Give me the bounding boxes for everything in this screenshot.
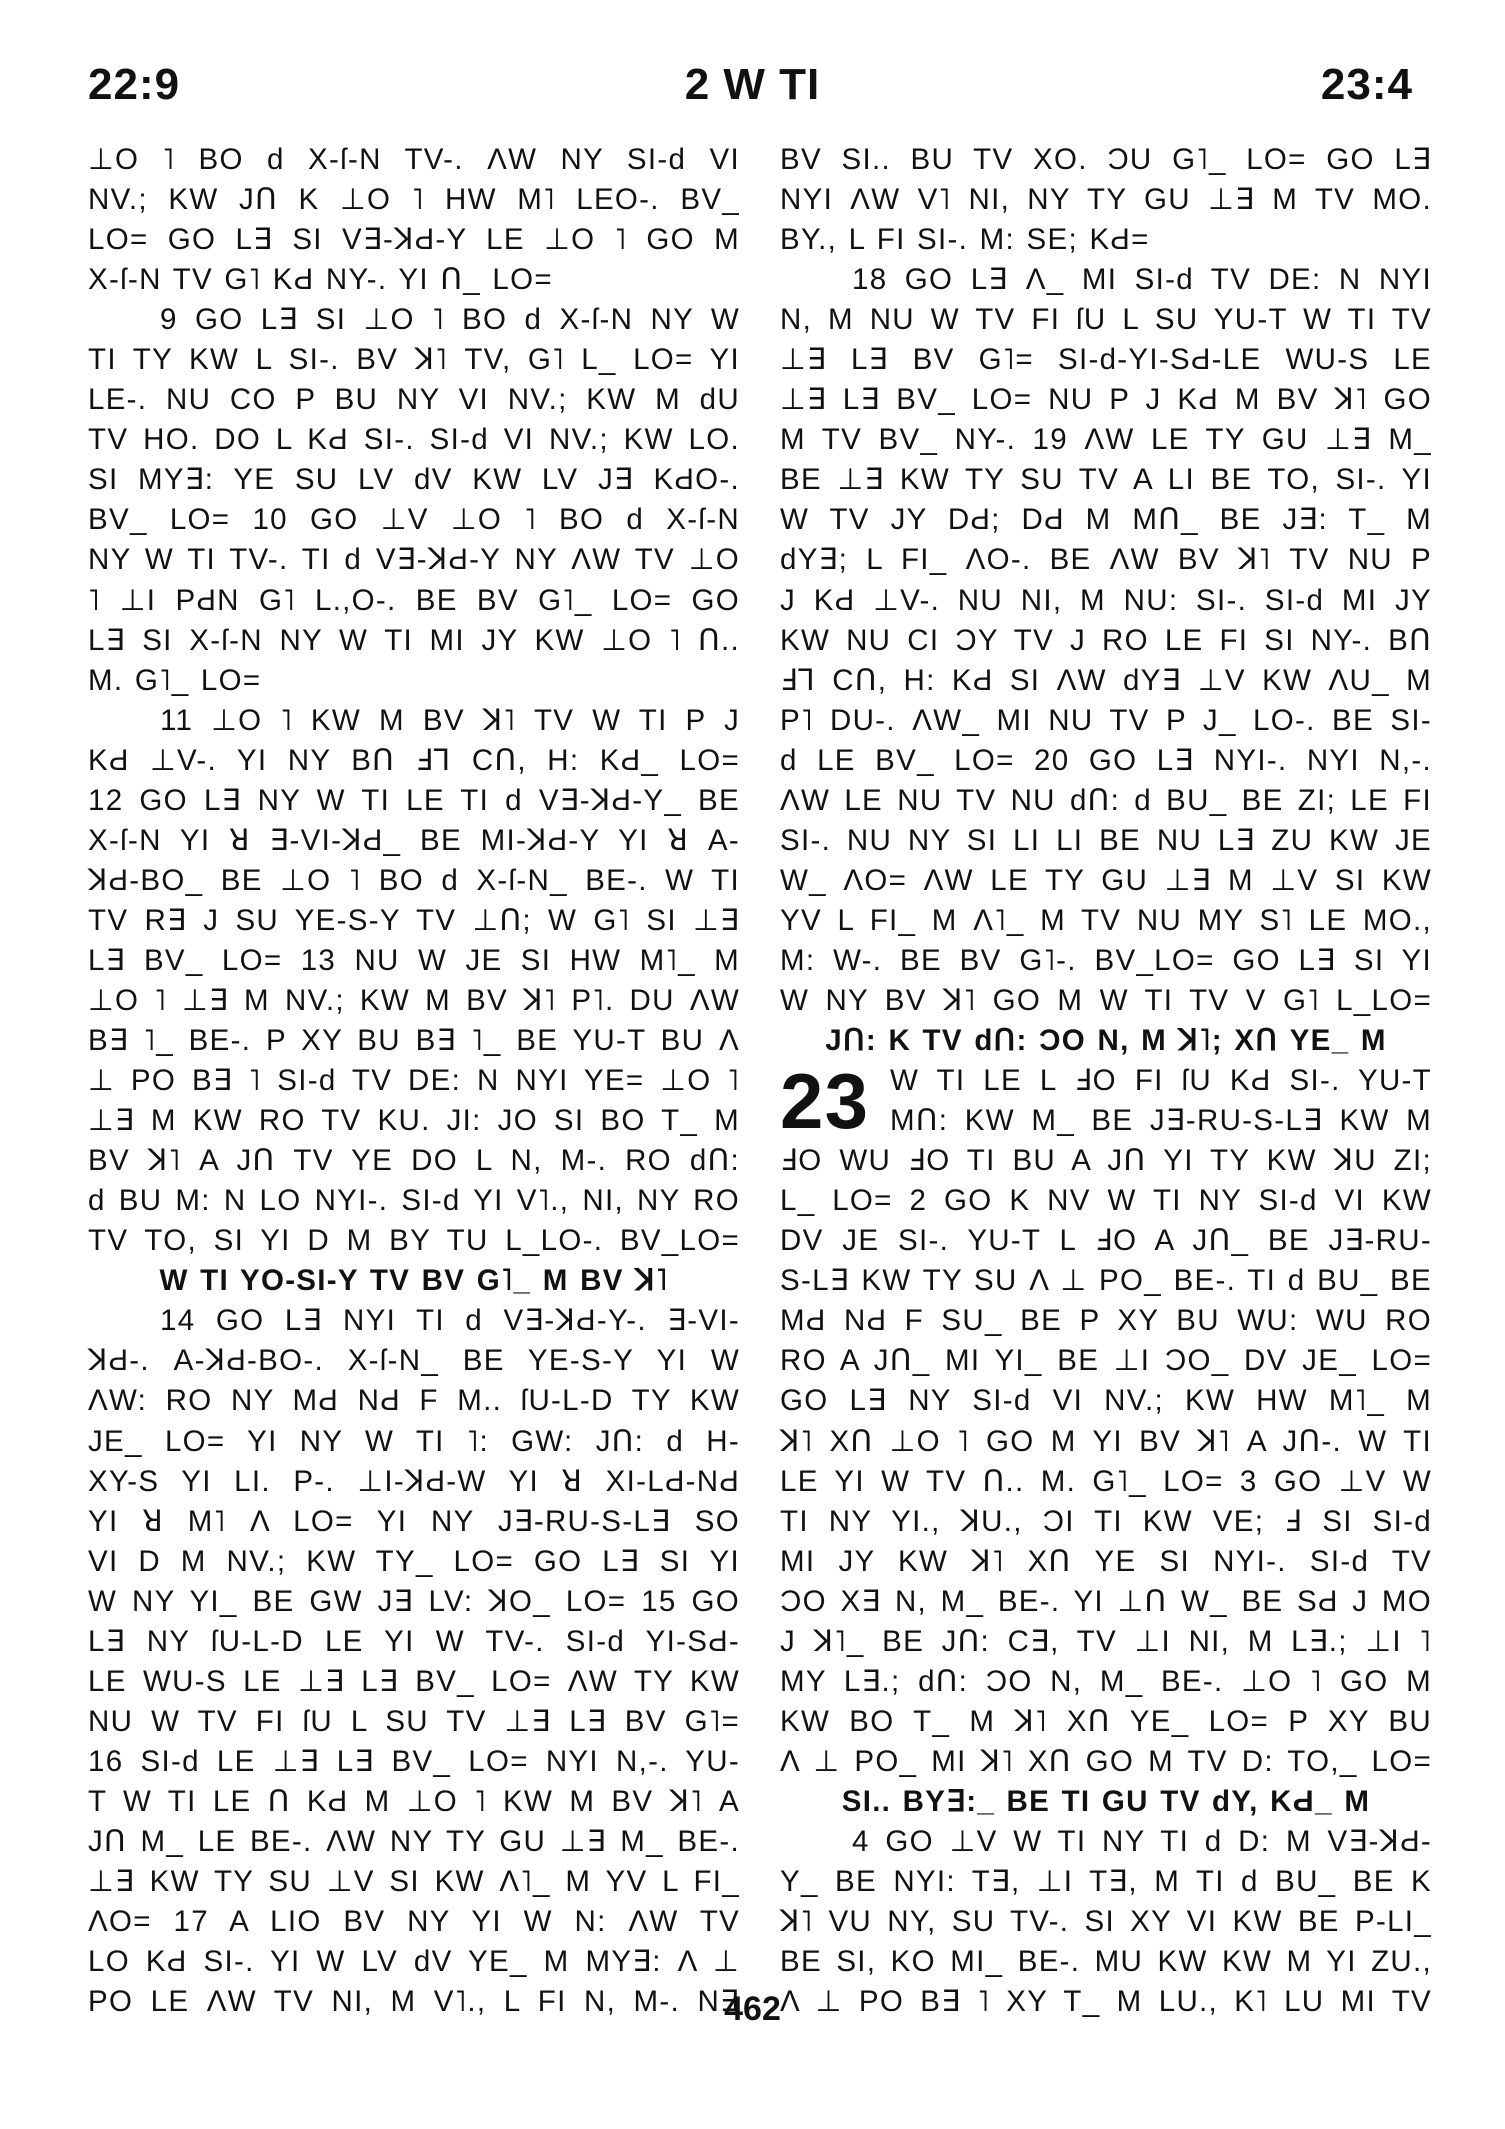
line-text: JE_ LO= YI NY W TI ˥: GW: JՈ: d H- bbox=[88, 1424, 740, 1458]
text-line bbox=[780, 901, 1432, 941]
text-line bbox=[780, 861, 1432, 901]
text-line bbox=[780, 1582, 1432, 1622]
text-line bbox=[88, 1902, 740, 1942]
line-text: M: W-. BE BV G˥-. BV_LO= GO L∃ SI YI bbox=[780, 943, 1432, 977]
text-line bbox=[88, 1061, 740, 1101]
line-text: LE-. NU CO P BU NY VI NV.; KW M dU bbox=[88, 383, 740, 417]
page-number: 462 bbox=[724, 1990, 781, 2028]
section-heading bbox=[780, 1782, 1432, 1822]
text-line bbox=[88, 1622, 740, 1662]
text-line bbox=[88, 941, 740, 981]
line-text: JՈ: K TV dՈ: ƆO N, M ꓘ˥; XՈ YE_ M bbox=[825, 1024, 1387, 1058]
text-line bbox=[780, 1942, 1432, 1982]
line-text: 14 GO L∃ NYI TI d V∃-ꓘԀ-Y-. ∃-VI- bbox=[160, 1304, 740, 1338]
text-line bbox=[88, 621, 740, 661]
text-line bbox=[780, 661, 1432, 701]
text-line bbox=[780, 1141, 1432, 1181]
line-text: ꓘ˥ VU NY, SU TV-. SI XY VI KW BE P-LI_ bbox=[780, 1905, 1432, 1939]
line-text: LO KԀ SI-. YI W LV dV YE_ M MY∃: Λ ⊥ bbox=[88, 1945, 740, 1979]
line-text: BE SI, KO MI_ BE-. MU KW KW M YI ZU., bbox=[780, 1945, 1432, 1979]
header-left-reference: 22:9 bbox=[88, 60, 181, 109]
text-line bbox=[88, 981, 740, 1021]
text-line bbox=[88, 1462, 740, 1502]
line-text: TI NY YI., ꓘU., ƆI TI KW VE; Ⅎ SI SI-d bbox=[780, 1504, 1432, 1538]
text-line bbox=[88, 1702, 740, 1742]
text-line bbox=[88, 340, 740, 380]
text-line bbox=[88, 1341, 740, 1381]
line-text: BV ꓘ˥ A JՈ TV YE DO L N, M-. RO dՈ: bbox=[88, 1144, 740, 1178]
line-text: 12 GO L∃ NY W TI LE TI d V∃-ꓘԀ-Y_ BE bbox=[88, 783, 740, 817]
line-text: L∃ NY ſU-L-D LE YI W TV-. SI-d YI-SԀ- bbox=[88, 1624, 740, 1658]
line-text: TV HO. DO L KԀ SI-. SI-d VI NV.; KW LO. bbox=[88, 423, 740, 457]
line-text: ⊥O ˥ BO d X-ſ-N TV-. ΛW NY SI-d VI bbox=[88, 143, 740, 176]
line-text: M TV BV_ NY-. 19 ΛW LE TY GU ⊥∃ M_ bbox=[780, 423, 1432, 457]
line-text: P˥ DU-. ΛW_ MI NU TV P J_ LO-. BE SI- bbox=[780, 703, 1432, 737]
text-line bbox=[88, 1381, 740, 1421]
line-text: TI TY KW L SI-. BV ꓘ˥ TV, G˥ L_ LO= YI bbox=[88, 343, 740, 377]
line-text: DV JE SI-. YU-T L ℲO A JՈ_ BE J∃-RU- bbox=[780, 1224, 1432, 1258]
text-line bbox=[88, 420, 740, 460]
text-line bbox=[780, 1301, 1432, 1341]
text-line bbox=[88, 581, 740, 621]
line-text: SI-. NU NY SI LI LI BE NU L∃ ZU KW JE bbox=[780, 823, 1432, 857]
text-line bbox=[780, 500, 1432, 540]
line-text: W NY YI_ BE GW J∃ LV: ꓘO_ LO= 15 GO bbox=[88, 1584, 740, 1618]
line-text: 4 GO ⊥V W TI NY TI d D: M V∃-ꓘԀ- bbox=[852, 1824, 1432, 1858]
line-text: M. G˥_ LO= bbox=[88, 663, 262, 697]
line-text: MԀ NԀ F SU_ BE P XY BU WU: WU RO bbox=[780, 1304, 1432, 1338]
line-text: LE WU-S LE ⊥∃ L∃ BV_ LO= ΛW TY KW bbox=[88, 1664, 740, 1698]
line-text: PO LE ΛW TV NI, M V˥., L FI N, M-. N∃ bbox=[88, 1985, 740, 2019]
right-text-column bbox=[780, 140, 1432, 2022]
text-line bbox=[88, 1021, 740, 1061]
text-line bbox=[780, 1221, 1432, 1261]
line-text: 9 GO L∃ SI ⊥O ˥ BO d X-ſ-N NY W bbox=[160, 303, 740, 337]
text-line bbox=[780, 1101, 1432, 1141]
line-text: BV_ LO= 10 GO ⊥V ⊥O ˥ BO d X-ſ-N bbox=[88, 503, 740, 537]
text-line bbox=[780, 460, 1432, 500]
chapter-number: 23 bbox=[780, 1057, 870, 1146]
line-text: BE ⊥∃ KW TY SU TV A LI BE TO, SI-. YI bbox=[780, 463, 1432, 497]
text-line bbox=[780, 1902, 1432, 1942]
text-line bbox=[88, 460, 740, 500]
text-line bbox=[780, 300, 1432, 340]
line-text: ΛW LE NU TV NU dՈ: d BU_ BE ZI; LE FI bbox=[780, 783, 1432, 817]
text-line bbox=[780, 1462, 1432, 1502]
line-text: ΛW: RO NY MԀ NԀ F M.. ſU-L-D TY KW bbox=[88, 1384, 740, 1418]
line-text: L∃ BV_ LO= 13 NU W JE SI HW M˥_ M bbox=[88, 943, 740, 977]
text-line bbox=[780, 781, 1432, 821]
text-line bbox=[780, 741, 1432, 781]
line-text: NU W TV FI ſU L SU TV ⊥∃ L∃ BV G˥= bbox=[88, 1704, 740, 1738]
text-line bbox=[88, 260, 740, 300]
line-text: J KԀ ⊥V-. NU NI, M NU: SI-. SI-d MI JY bbox=[780, 583, 1432, 617]
line-text: ˥ ⊥I PԀN G˥ L.,O-. BE BV G˥_ LO= GO bbox=[88, 583, 740, 617]
text-line bbox=[88, 300, 740, 340]
line-text: Λ ⊥ PO_ MI ꓘ˥ XՈ GO M TV D: TO,_ LO= bbox=[780, 1744, 1432, 1778]
line-text: B∃ ˥_ BE-. P XY BU B∃ ˥_ BE YU-T BU Λ bbox=[88, 1024, 740, 1058]
text-line bbox=[88, 1101, 740, 1141]
line-text: T W TI LE Ո KԀ M ⊥O ˥ KW M BV ꓘ˥ A bbox=[88, 1784, 740, 1818]
line-text: YI ꓤ M˥ Λ LO= YI NY J∃-RU-S-L∃ SO bbox=[88, 1504, 740, 1538]
line-text: BY., L FI SI-. M: SE; KԀ= bbox=[780, 223, 1150, 257]
line-text: J ꓘ˥_ BE JՈ: C∃, TV ⊥I NI, M L∃.; ⊥I ˥ bbox=[780, 1624, 1432, 1658]
text-line bbox=[780, 260, 1432, 300]
text-line bbox=[88, 781, 740, 821]
line-text: ⊥∃ L∃ BV_ LO= NU P J KԀ M BV ꓘ˥ GO bbox=[780, 383, 1432, 417]
line-text: RO A JՈ_ MI YI_ BE ⊥I ƆO_ DV JE_ LO= bbox=[780, 1344, 1432, 1378]
line-text: BV SI.. BU TV XO. ƆU G˥_ LO= GO L∃ bbox=[780, 143, 1432, 176]
text-line bbox=[780, 941, 1432, 981]
line-text: KW BO T_ M ꓘ˥ XՈ YE_ LO= P XY BU bbox=[780, 1704, 1432, 1738]
text-line bbox=[780, 340, 1432, 380]
text-line bbox=[88, 220, 740, 260]
line-text: XY-S YI LI. P-. ⊥I-ꓘԀ-W YI ꓤ XI-LԀ-NԀ bbox=[88, 1464, 740, 1498]
text-line bbox=[780, 380, 1432, 420]
text-line bbox=[780, 621, 1432, 661]
line-text: GO L∃ NY SI-d VI NV.; KW HW M˥_ M bbox=[780, 1384, 1432, 1418]
text-line bbox=[780, 1662, 1432, 1702]
line-text: d LE BV_ LO= 20 GO L∃ NYI-. NYI N,-. bbox=[780, 743, 1432, 777]
text-line bbox=[88, 1301, 740, 1341]
line-text: dY∃; L FI_ ΛO-. BE ΛW BV ꓘ˥ TV NU P bbox=[780, 543, 1432, 577]
text-line bbox=[780, 981, 1432, 1021]
text-line bbox=[780, 180, 1432, 220]
line-text: W TI YO-SI-Y TV BV G˥_ M BV ꓘ˥ bbox=[159, 1264, 669, 1298]
line-text: LO= GO L∃ SI V∃-ꓘԀ-Y LE ⊥O ˥ GO M bbox=[88, 223, 740, 257]
text-line bbox=[88, 1942, 740, 1982]
text-line bbox=[780, 1261, 1432, 1301]
text-line bbox=[88, 1582, 740, 1622]
text-line bbox=[88, 861, 740, 901]
line-text: ƆO X∃ N, M_ BE-. YI ⊥Ո W_ BE SԀ J MO bbox=[780, 1584, 1432, 1618]
text-line bbox=[88, 1221, 740, 1261]
header-book-title: 2 W TI bbox=[684, 60, 821, 109]
line-text: ⊥O ˥ ⊥∃ M NV.; KW M BV ꓘ˥ P˥. DU ΛW bbox=[88, 983, 740, 1017]
line-text: ΛO= 17 A LIO BV NY YI W N: ΛW TV bbox=[88, 1905, 740, 1939]
text-line bbox=[780, 1502, 1432, 1542]
text-line bbox=[88, 1862, 740, 1902]
line-text: W TI LE L ℲO FI ſU KԀ SI-. YU-T bbox=[890, 1064, 1432, 1098]
line-text: ⊥∃ M KW RO TV KU. JI: JO SI BO T_ M bbox=[88, 1104, 740, 1138]
text-line bbox=[88, 741, 740, 781]
text-line bbox=[780, 1862, 1432, 1902]
header-right-reference: 23:4 bbox=[1320, 60, 1413, 109]
text-line bbox=[780, 220, 1432, 260]
line-text: ⊥∃ KW TY SU ⊥V SI KW Λ˥_ M YV L FI_ bbox=[88, 1865, 740, 1899]
line-text: NY W TI TV-. TI d V∃-ꓘԀ-Y NY ΛW TV ⊥O bbox=[88, 543, 740, 577]
text-line bbox=[780, 1622, 1432, 1662]
line-text: W NY BV ꓘ˥ GO M W TI TV V G˥ L_LO= bbox=[780, 983, 1432, 1017]
text-line bbox=[780, 420, 1432, 460]
text-line bbox=[88, 140, 740, 180]
text-line bbox=[88, 1422, 740, 1462]
line-text: X-ſ-N YI ꓤ ∃-VI-ꓘԀ_ BE MI-ꓘԀ-Y YI ꓤ A- bbox=[88, 823, 740, 857]
line-text: JՈ M_ LE BE-. ΛW NY TY GU ⊥∃ M_ BE-. bbox=[88, 1824, 740, 1858]
line-text: S-L∃ KW TY SU Λ ⊥ PO_ BE-. TI d BU_ BE bbox=[780, 1264, 1432, 1298]
line-text: SI MY∃: YE SU LV dV KW LV J∃ KԀO-. bbox=[88, 463, 740, 497]
line-text: 16 SI-d LE ⊥∃ L∃ BV_ LO= NYI N,-. YU- bbox=[88, 1744, 740, 1778]
text-line bbox=[88, 661, 740, 701]
section-heading bbox=[88, 1261, 740, 1301]
line-text: KW NU CI ƆY TV J RO LE FI SI NY-. BՈ bbox=[780, 623, 1432, 657]
text-line bbox=[780, 701, 1432, 741]
text-line bbox=[780, 1742, 1432, 1782]
line-text: X-ſ-N TV G˥ KԀ NY-. YI Ո_ LO= bbox=[88, 263, 553, 297]
text-line bbox=[780, 821, 1432, 861]
line-text: N, M NU W TV FI ſU L SU YU-T W TI TV bbox=[780, 303, 1432, 337]
line-text: ꓘԀ-BO_ BE ⊥O ˥ BO d X-ſ-N_ BE-. W TI bbox=[88, 863, 740, 897]
text-line bbox=[780, 1702, 1432, 1742]
line-text: NV.; KW JՈ K ⊥O ˥ HW M˥ LEO-. BV_ bbox=[88, 183, 740, 217]
text-line bbox=[88, 701, 740, 741]
line-text: ꓘ˥ XՈ ⊥O ˥ GO M YI BV ꓘ˥ A JՈ-. W TI bbox=[780, 1424, 1432, 1458]
line-text: ⊥ PO B∃ ˥ SI-d TV DE: N NYI YE= ⊥O ˥ bbox=[88, 1064, 740, 1098]
line-text: W TV JY DԀ; DԀ M MՈ_ BE J∃: T_ M bbox=[780, 503, 1432, 537]
line-text: MY L∃.; dՈ: ƆO N, M_ BE-. ⊥O ˥ GO M bbox=[780, 1664, 1432, 1698]
line-text: Y_ BE NYI: T∃, ⊥I T∃, M TI d BU_ BE K bbox=[780, 1865, 1432, 1899]
text-line bbox=[88, 1502, 740, 1542]
line-text: 11 ⊥O ˥ KW M BV ꓘ˥ TV W TI P J bbox=[160, 703, 740, 737]
text-line bbox=[88, 380, 740, 420]
text-line bbox=[88, 821, 740, 861]
text-line bbox=[780, 1822, 1432, 1862]
text-line bbox=[88, 1742, 740, 1782]
text-line bbox=[88, 1782, 740, 1822]
text-line bbox=[780, 1542, 1432, 1582]
text-line bbox=[88, 180, 740, 220]
line-text: SI.. BY∃:_ BE TI GU TV dY, KԀ_ M bbox=[841, 1784, 1371, 1818]
line-text: L_ LO= 2 GO K NV W TI NY SI-d VI KW bbox=[780, 1184, 1432, 1218]
text-line bbox=[88, 1822, 740, 1862]
text-line bbox=[88, 500, 740, 540]
text-line bbox=[780, 1181, 1432, 1221]
text-line bbox=[780, 140, 1432, 180]
line-text: MՈ: KW M_ BE J∃-RU-S-L∃ KW M bbox=[890, 1104, 1432, 1138]
line-text: TV TO, SI YI D M BY TU L_LO-. BV_LO= bbox=[88, 1224, 740, 1258]
line-text: W_ ΛO= ΛW LE TY GU ⊥∃ M ⊥V SI KW bbox=[780, 863, 1432, 897]
line-text: TV R∃ J SU YE-S-Y TV ⊥Ո; W G˥ SI ⊥∃ bbox=[88, 903, 740, 937]
line-text: ꓘԀ-. A-ꓘԀ-BO-. X-ſ-N_ BE YE-S-Y YI W bbox=[88, 1344, 740, 1378]
text-line bbox=[88, 1662, 740, 1702]
line-text: KԀ ⊥V-. YI NY BՈ ℲꞀ CՈ, H: KԀ_ LO= bbox=[88, 743, 740, 777]
text-line bbox=[780, 1341, 1432, 1381]
text-line bbox=[88, 1181, 740, 1221]
line-text: Λ ⊥ PO B∃ ˥ XY T_ M LU., K˥ LU MI TV bbox=[780, 1985, 1432, 2019]
text-line bbox=[780, 540, 1432, 580]
text-line bbox=[88, 1141, 740, 1181]
line-text: MI JY KW ꓘ˥ XՈ YE SI NYI-. SI-d TV bbox=[780, 1544, 1432, 1578]
text-line bbox=[780, 581, 1432, 621]
line-text: 18 GO L∃ Λ_ MI SI-d TV DE: N NYI bbox=[852, 263, 1432, 297]
line-text: ℲꞀ CՈ, H: KԀ SI ΛW dY∃ ⊥V KW ΛU_ M bbox=[780, 663, 1432, 697]
line-text: LE YI W TV Ո.. M. G˥_ LO= 3 GO ⊥V W bbox=[780, 1464, 1432, 1498]
text-line bbox=[88, 1542, 740, 1582]
line-text: ⊥∃ L∃ BV G˥= SI-d-YI-SԀ-LE WU-S LE bbox=[780, 343, 1432, 377]
line-text: VI D M NV.; KW TY_ LO= GO L∃ SI YI bbox=[88, 1544, 740, 1578]
line-text: ℲO WU ℲO TI BU A JՈ YI TY KW ꓘU ZI; bbox=[780, 1144, 1432, 1178]
section-heading bbox=[780, 1021, 1432, 1061]
text-line bbox=[88, 540, 740, 580]
text-line bbox=[780, 1422, 1432, 1462]
line-text: L∃ SI X-ſ-N NY W TI MI JY KW ⊥O ˥ Ո.. bbox=[88, 623, 740, 657]
line-text: d BU M: N LO NYI-. SI-d YI V˥., NI, NY RO bbox=[88, 1184, 740, 1218]
text-line bbox=[88, 901, 740, 941]
line-text: YV L FI_ M Λ˥_ M TV NU MY S˥ LE MO., bbox=[780, 903, 1432, 937]
left-text-column bbox=[88, 140, 740, 2022]
line-text: NYI ΛW V˥ NI, NY TY GU ⊥∃ M TV MO. bbox=[780, 183, 1432, 217]
text-line bbox=[780, 1381, 1432, 1421]
